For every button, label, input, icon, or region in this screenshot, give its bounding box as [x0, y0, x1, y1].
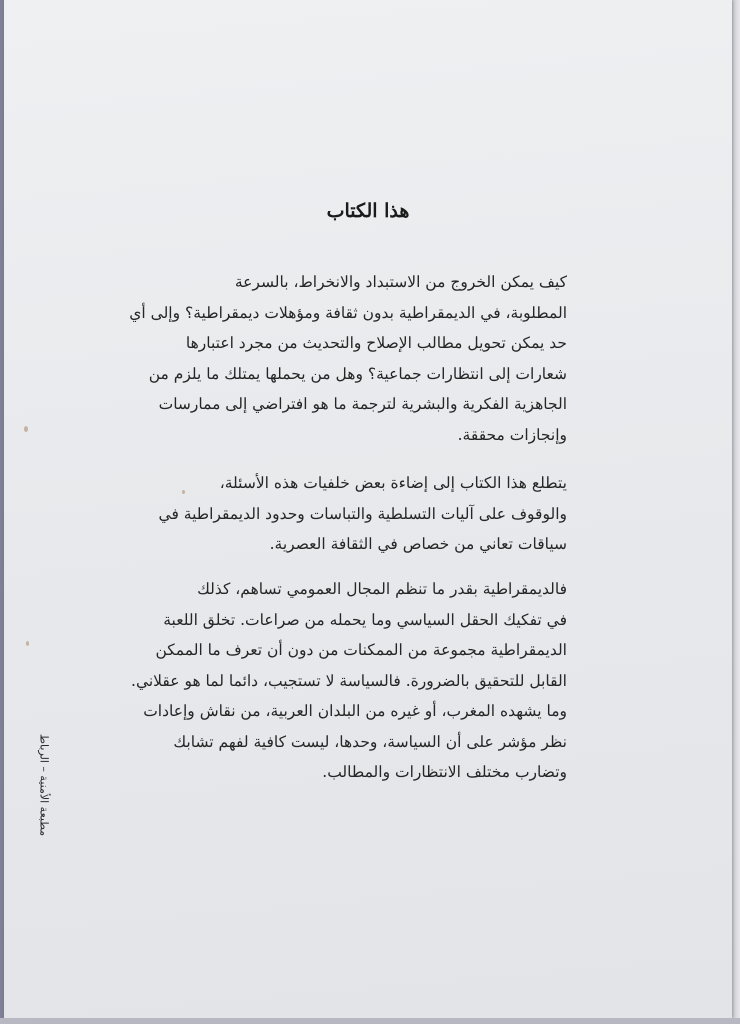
printer-imprint-text: مطبعة الأمنية – الرباط: [37, 733, 51, 837]
paragraph-line: والوقوف على آليات التسلطية والتباسات وحدود الديمقراطية في: [158, 504, 567, 523]
paragraph-line: سياقات تعاني من خصاص في الثقافة العصرية.: [269, 535, 567, 553]
book-title-heading: هذا الكتاب: [326, 200, 410, 222]
paragraph-line: حد يمكن تحويل مطالب الإصلاح والتحديث من مجرد اعتبارها: [185, 334, 567, 352]
paragraph-3: [131, 574, 567, 788]
paper-speck: [182, 490, 185, 494]
paragraph-line: وإنجازات محققة.: [457, 425, 567, 444]
adjacent-page-edge: [732, 0, 740, 1024]
paragraph-line: القابل للتحقيق بالضرورة. فالسياسة لا تستجيب، دائما لما هو عقلاني.: [131, 671, 567, 690]
paragraph-line: نظر مؤشر على أن السياسة، وحدها، ليست كافية لفهم تشابك: [173, 732, 567, 751]
paragraph-line: الديمقراطية مجموعة من الممكنات من دون أن تعرف ما الممكن: [155, 641, 567, 659]
paper-speck: [26, 641, 29, 646]
page-bottom-edge: [0, 1018, 740, 1024]
paragraph-1: [129, 267, 567, 450]
paragraph-line: في تفكيك الحقل السياسي وما يحمله من صراعات. تخلق اللعبة: [163, 610, 567, 629]
paragraph-line: المطلوبة، في الديمقراطية بدون ثقافة ومؤهلات ديمقراطية؟ وإلى أي: [129, 303, 567, 322]
paragraph-line: يتطلع هذا الكتاب إلى إضاءة بعض خلفيات هذه الأسئلة،: [219, 474, 567, 492]
paragraph-line: شعارات إلى انتظارات جماعية؟ وهل من يحملها يمتلك ما يلزم من: [148, 364, 567, 383]
printer-imprint: [34, 730, 54, 840]
paragraph-line: كيف يمكن الخروج من الاستبداد والانخراط، بالسرعة: [234, 273, 567, 291]
paragraph-line: وتضارب مختلف الانتظارات والمطالب.: [322, 763, 567, 781]
paragraph-2: [152, 468, 567, 560]
paragraph-line: فالديمقراطية بقدر ما تنظم المجال العمومي تساهم، كذلك: [197, 580, 567, 598]
paper-speck: [24, 426, 28, 432]
book-back-cover: [4, 0, 732, 1018]
paragraph-line: الجاهزية الفكرية والبشرية لترجمة ما هو افتراضي إلى ممارسات: [158, 395, 567, 413]
paragraph-line: وما يشهده المغرب، أو غيره من البلدان العربية، من نقاش وإعادات: [143, 702, 567, 720]
